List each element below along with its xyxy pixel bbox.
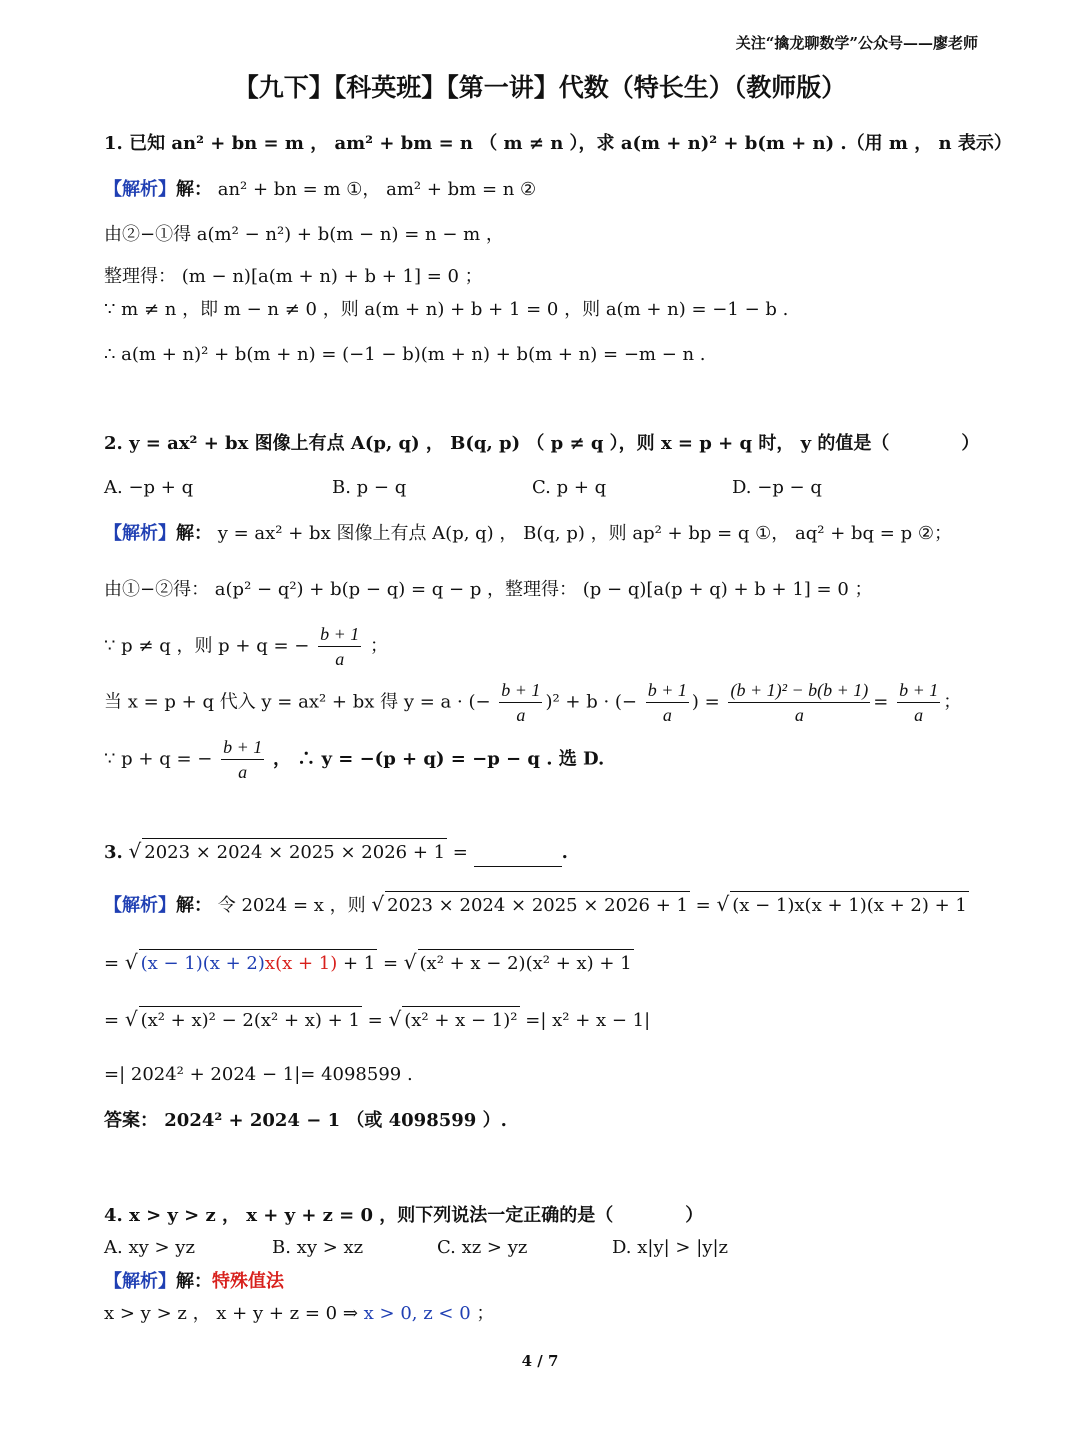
answer-blank[interactable] bbox=[474, 848, 562, 867]
fraction-denominator: a bbox=[794, 705, 804, 725]
q2-option-b: B. p − q bbox=[332, 477, 407, 498]
q2-text: y = ax² + bx 图像上有点 A(p, q) ， B(q, p) （ p ≠ q ），则 x = p + q 时， y 的值是（ ） bbox=[129, 433, 980, 454]
q1-number: 1. bbox=[104, 133, 123, 154]
sqrt-symbol: √ bbox=[128, 839, 142, 863]
radicand-tail: + 1 bbox=[337, 953, 376, 974]
q1-text: 已知 an² + bn = m ， am² + bm = n （ m ≠ n ），求 a(m + n)² + b(m + n) .（用 m ， n 表示） bbox=[129, 133, 1012, 154]
fraction bbox=[499, 678, 542, 727]
analysis-tag: 【解析】 bbox=[104, 895, 176, 916]
q1-prompt bbox=[104, 130, 1012, 158]
sqrt-symbol: √ bbox=[716, 892, 730, 916]
analysis-tag: 【解析】 bbox=[104, 523, 176, 544]
page-number: 4 / 7 bbox=[521, 1352, 559, 1370]
red-factor: x(x + 1) bbox=[264, 953, 338, 974]
q3-number: 3. bbox=[104, 842, 123, 863]
q2-sol5-end: ， ∴ y = −(p + q) = −p − q . 选 D. bbox=[272, 748, 605, 770]
q2-solution-line-1 bbox=[104, 520, 952, 548]
q2-solution-line-3 bbox=[104, 622, 388, 671]
fraction bbox=[897, 678, 940, 727]
q1-solution-line-5: ∴ a(m + n)² + b(m + n) = (−1 − b)(m + n) + b(m + n) = −m − n . bbox=[104, 344, 706, 365]
q2-sol4-mid: )² + b · (− bbox=[545, 691, 637, 713]
q3-tail: . bbox=[561, 842, 568, 863]
solve-label: 解： bbox=[176, 179, 212, 200]
radicand: 2023 × 2024 × 2025 × 2026 + 1 bbox=[385, 891, 690, 920]
q3-answer: 答案： 2024² + 2024 − 1 （或 4098599 ）. bbox=[104, 1110, 507, 1131]
q3-prompt: 3. √ 2023 × 2024 × 2025 × 2026 + 1 = . bbox=[104, 837, 568, 867]
q4-sol1-end: ； bbox=[470, 1303, 495, 1324]
page-title: 【九下】【科英班】【第一讲】代数（特长生）（教师版） bbox=[233, 73, 847, 102]
fraction bbox=[221, 735, 264, 784]
fraction-denominator: a bbox=[335, 649, 345, 669]
q3-sol1-text: 令 2024 = x ，则 bbox=[217, 895, 366, 916]
radicand: 2023 × 2024 × 2025 × 2026 + 1 bbox=[142, 838, 447, 867]
q1-solution-line-3: 整理得： (m − n)[a(m + n) + b + 1] = 0 ； bbox=[104, 266, 483, 287]
blue-factor: (x − 1)(x + 2) bbox=[140, 953, 265, 974]
q4-sol1-text: x > y > z ， x + y + z = 0 ⇒ bbox=[104, 1303, 364, 1324]
q2-sol3-text: ∵ p ≠ q ，则 p + q = − bbox=[104, 635, 310, 657]
fraction bbox=[728, 678, 870, 727]
q2-sol5-text: ∵ p + q = − bbox=[104, 748, 213, 770]
q2-sol4-text: 当 x = p + q 代入 y = ax² + bx 得 y = a · (− bbox=[104, 691, 491, 713]
analysis-tag: 【解析】 bbox=[104, 179, 176, 200]
q1-sol1: an² + bn = m ①， am² + bm = n ② bbox=[217, 179, 537, 200]
q2-option-c: C. p + q bbox=[532, 477, 607, 498]
q2-solution-line-4 bbox=[104, 678, 961, 727]
sqrt-symbol: √ bbox=[124, 1007, 138, 1031]
q2-option-d: D. −p − q bbox=[732, 477, 822, 498]
q4-sol1-blue: x > 0, z < 0 bbox=[363, 1303, 471, 1324]
q3-r3-abs: =| x² + x − 1| bbox=[525, 1010, 651, 1031]
q4-number: 4. bbox=[104, 1205, 123, 1226]
q4-solution-line-2 bbox=[104, 1300, 494, 1328]
fraction-denominator: a bbox=[516, 705, 526, 725]
q4-option-a: A. xy > yz bbox=[104, 1237, 195, 1258]
q1-solution-line-4: ∵ m ≠ n ，即 m − n ≠ 0 ，则 a(m + n) + b + 1 = 0 ，则 a(m + n) = −1 − b . bbox=[104, 299, 789, 320]
solve-label: 解： bbox=[176, 523, 212, 544]
q2-sol4-eq: ) = bbox=[691, 691, 720, 713]
q4-option-c: C. xz > yz bbox=[437, 1237, 528, 1258]
sqrt-symbol: √ bbox=[388, 1007, 402, 1031]
q2-sol4-eq2: = bbox=[873, 691, 889, 713]
q4-option-b: B. xy > xz bbox=[272, 1237, 364, 1258]
fraction-denominator: a bbox=[914, 705, 924, 725]
q3-solution-line-2: = √ (x − 1)(x + 2)x(x + 1) + 1 = √ (x² + x − 2)(x² + x) + 1 bbox=[104, 948, 634, 978]
q2-solution-line-5 bbox=[104, 735, 604, 784]
solve-label: 解： bbox=[176, 895, 212, 916]
fraction-numerator: (b + 1)² − b(b + 1) bbox=[728, 678, 870, 703]
radicand: (x² + x)² − 2(x² + x) + 1 bbox=[139, 1006, 362, 1035]
radicand: (x² + x − 1)² bbox=[402, 1006, 519, 1035]
q4-option-d: D. x|y| > |y|z bbox=[612, 1237, 728, 1258]
q2-option-a: A. −p + q bbox=[104, 477, 194, 498]
sqrt-symbol: √ bbox=[124, 950, 138, 974]
q2-sol4-end: ； bbox=[943, 691, 962, 713]
sqrt-symbol: √ bbox=[371, 892, 385, 916]
sqrt-symbol: √ bbox=[403, 950, 417, 974]
radicand: (x² + x − 2)(x² + x) + 1 bbox=[418, 949, 634, 978]
q4-text: x > y > z ， x + y + z = 0 ，则下列说法一定正确的是（ ） bbox=[129, 1205, 704, 1226]
fraction-numerator: b + 1 bbox=[897, 678, 940, 703]
q4-prompt bbox=[104, 1202, 703, 1230]
q2-sol3-end: ； bbox=[370, 635, 388, 657]
fraction-numerator: b + 1 bbox=[318, 622, 361, 647]
solve-label: 解： bbox=[176, 1271, 212, 1292]
q2-number: 2. bbox=[104, 433, 123, 454]
fraction bbox=[318, 622, 361, 671]
fraction bbox=[646, 678, 689, 727]
fraction-denominator: a bbox=[662, 705, 672, 725]
fraction-numerator: b + 1 bbox=[646, 678, 689, 703]
radicand: (x − 1)x(x + 1)(x + 2) + 1 bbox=[730, 891, 969, 920]
header-note: 关注“擒龙聊数学”公众号——廖老师 bbox=[735, 34, 978, 52]
q1-solution-line-2: 由②−①得 a(m² − n²) + b(m − n) = n − m ， bbox=[104, 224, 504, 245]
q3-solution-line-3: = √ (x² + x)² − 2(x² + x) + 1 = √ (x² + x − 1)² =| x² + x − 1| bbox=[104, 1005, 650, 1035]
q4-solution-line-1 bbox=[104, 1268, 284, 1296]
fraction-denominator: a bbox=[238, 762, 248, 782]
q2-sol1: y = ax² + bx 图像上有点 A(p, q) ， B(q, p) ，则 ap² + bp = q ①， aq² + bq = p ②； bbox=[217, 523, 952, 544]
special-value-method: 特殊值法 bbox=[212, 1271, 284, 1292]
radicand bbox=[139, 949, 378, 978]
analysis-tag: 【解析】 bbox=[104, 1271, 176, 1292]
q3-solution-line-1: 【解析】解： 令 2024 = x ，则 √ 2023 × 2024 × 2025 × 2026 + 1 = √ (x − 1)x(x + 1)(x + 2) + 1 bbox=[104, 890, 969, 920]
fraction-numerator: b + 1 bbox=[221, 735, 264, 760]
q2-prompt bbox=[104, 430, 979, 458]
q1-solution-line-1 bbox=[104, 176, 536, 204]
q2-solution-line-2: 由①−②得： a(p² − q²) + b(p − q) = q − p ，整理得： (p − q)[a(p + q) + b + 1] = 0 ； bbox=[104, 579, 873, 600]
q3-solution-line-4: =| 2024² + 2024 − 1|= 4098599 . bbox=[104, 1064, 413, 1085]
fraction-numerator: b + 1 bbox=[499, 678, 542, 703]
